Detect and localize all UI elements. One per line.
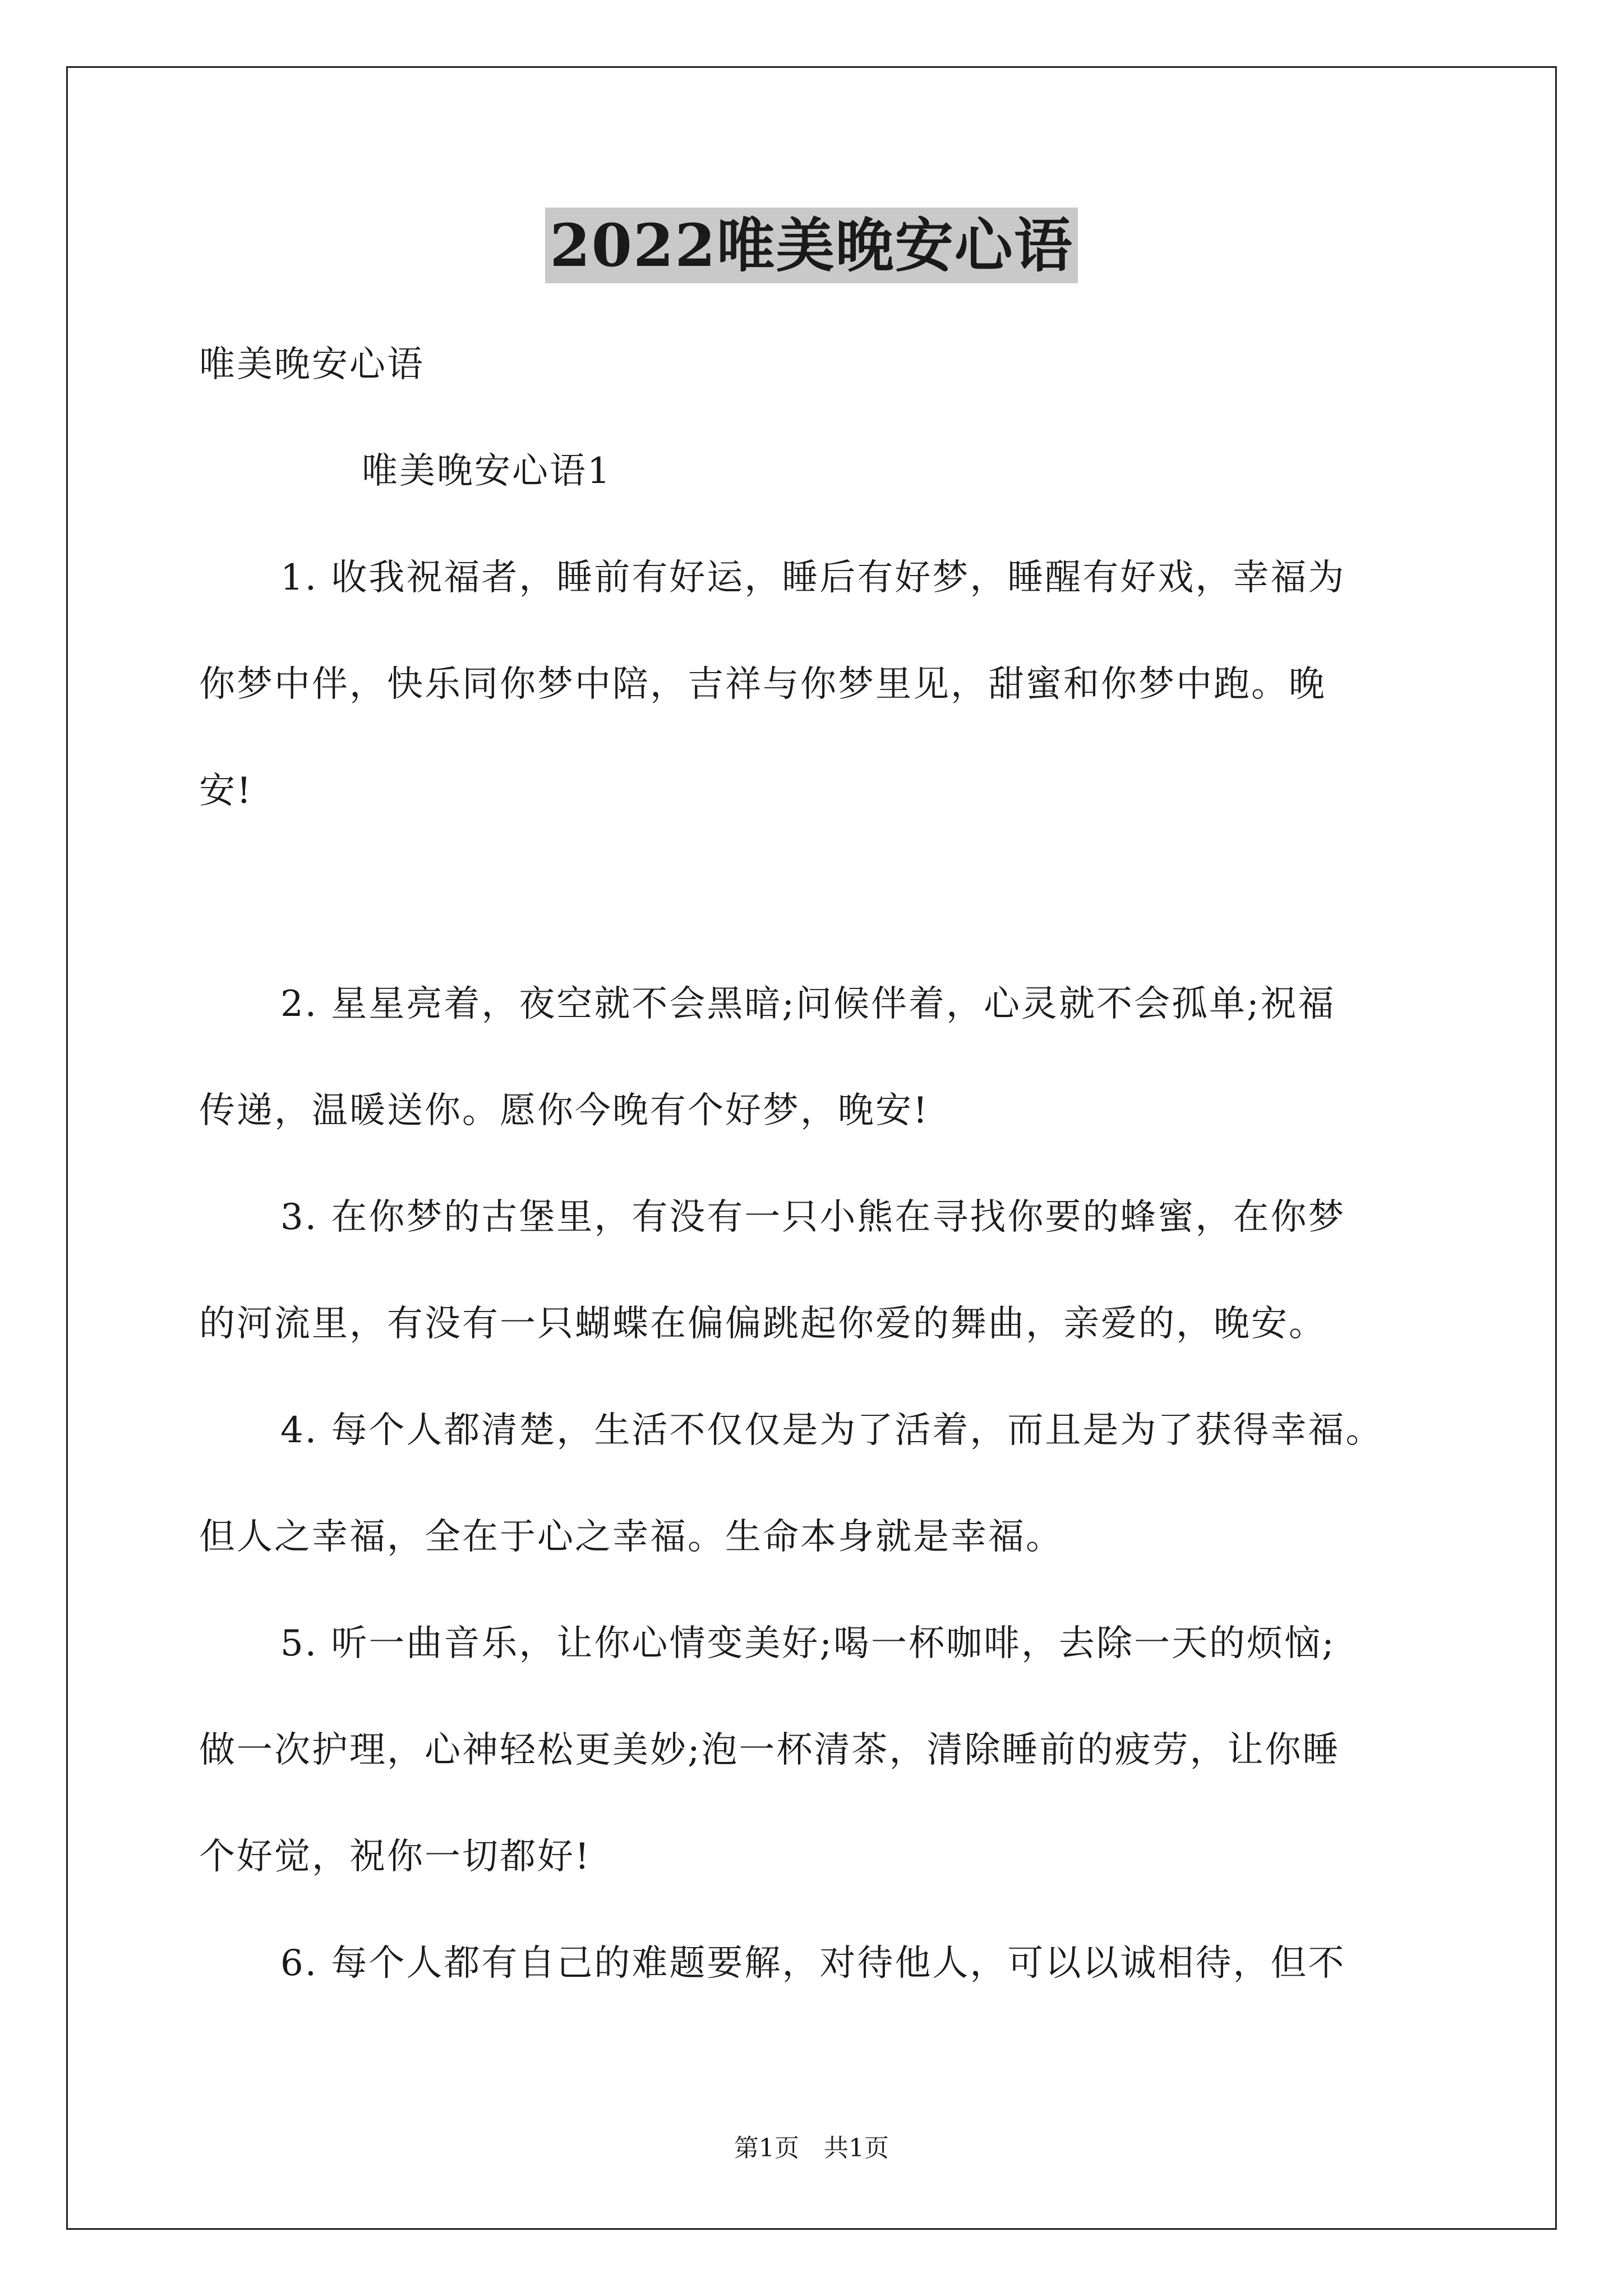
paragraph-line: 3. 在你梦的古堡里，有没有一只小熊在寻找你要的蜂蜜，在你梦 [280,1197,1346,1238]
paragraph-line: 1. 收我祝福者，睡前有好运，睡后有好梦，睡醒有好戏，幸福为 [280,557,1346,599]
paragraph-line: 2. 星星亮着，夜空就不会黑暗;问候伴着，心灵就不会孤单;祝福 [280,983,1336,1025]
paragraph-6 [199,1910,1433,2017]
paragraph-line: 5. 听一曲音乐，让你心情变美好;喝一杯咖啡，去除一天的烦恼; [280,1623,1336,1664]
paragraph-2 [199,951,1433,1164]
paragraph-1 [199,524,1433,844]
paragraph-line: 传递，温暖送你。愿你今晚有个好梦，晚安! [199,1090,929,1131]
paragraph-line: 你梦中伴，快乐同你梦中陪，吉祥与你梦里见，甜蜜和你梦中跑。晚 [199,664,1326,705]
blank-line [199,844,1433,951]
intro-line: 唯美晚安心语 [199,344,425,385]
document-body [199,311,1433,2017]
paragraph-line: 个好觉，祝你一切都好! [199,1836,591,1878]
paragraph-3 [199,1164,1433,1377]
paragraph-line: 做一次护理，心神轻松更美妙;泡一杯清茶，清除睡前的疲劳，让你睡 [199,1729,1340,1771]
paragraph-line: 但人之幸福，全在于心之幸福。生命本身就是幸福。 [199,1516,1063,1558]
paragraph-line: 4. 每个人都清楚，生活不仅仅是为了活着，而且是为了获得幸福。 [280,1410,1384,1451]
section-heading: 唯美晚安心语1 [362,450,612,492]
document-title [0,206,1623,285]
paragraph-line: 的河流里，有没有一只蝴蝶在偏偏跳起你爱的舞曲，亲爱的，晚安。 [199,1303,1326,1345]
page-number-footer: 第1页 共1页 [734,2134,889,2162]
paragraph-line: 6. 每个人都有自己的难题要解，对待他人，可以以诚相待，但不 [280,1943,1346,1984]
paragraph-line: 安! [199,770,253,812]
paragraph-4 [199,1377,1433,1590]
document-title-text: 2022唯美晚安心语 [545,208,1077,283]
paragraph-5 [199,1590,1433,1910]
